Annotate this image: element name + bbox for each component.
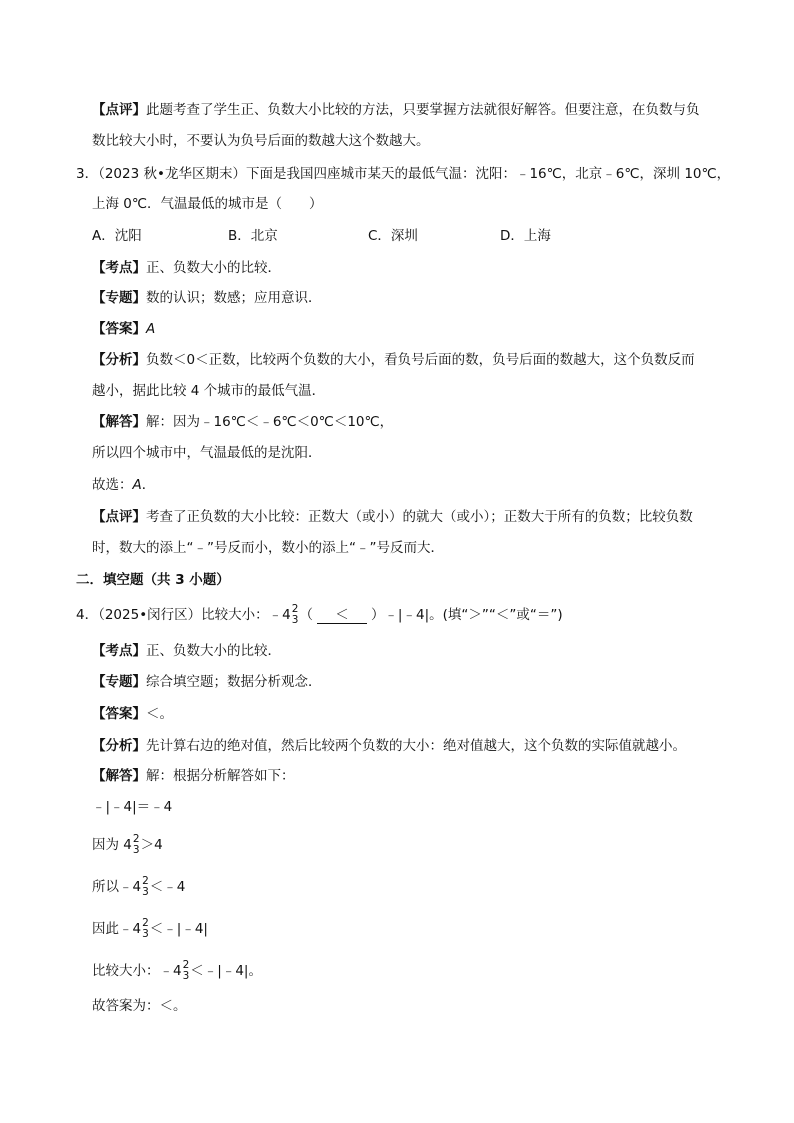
comment-tag: 【点评】 bbox=[92, 102, 146, 118]
q3-comment-line-2: 时，数大的添上“﹣”号反而小，数小的添上“﹣”号反而大． bbox=[92, 540, 444, 556]
fraction: 2 3 bbox=[142, 875, 149, 898]
q4-answer-line bbox=[92, 704, 173, 724]
q3-answer-text: A bbox=[146, 321, 156, 337]
solution-tag: 【解答】 bbox=[92, 768, 146, 784]
q3-solution-line-3 bbox=[92, 475, 155, 495]
q3-solution-3-post: ． bbox=[141, 477, 156, 493]
q4-answer-text: ＜。 bbox=[146, 706, 173, 722]
q4-point-line bbox=[92, 641, 281, 661]
q3-point-text: 正、负数大小的比较． bbox=[146, 260, 281, 276]
q4-stem-pre: 4．（2025•闵行区）比较大小：﹣4 bbox=[76, 607, 291, 623]
q3-analysis-text-1: 负数＜0＜正数，比较两个负数的大小，看负号后面的数，负号后面的数越大，这个负数反而 bbox=[146, 352, 695, 368]
answer-tag: 【答案】 bbox=[92, 321, 146, 337]
q3-analysis-line-1 bbox=[92, 350, 695, 370]
q3-point-line bbox=[92, 258, 281, 278]
q4-step-1: ﹣|﹣4|＝﹣4 bbox=[92, 799, 173, 815]
q4-solution-line bbox=[92, 766, 295, 786]
fraction: 2 3 bbox=[182, 959, 190, 982]
q3-topic-text: 数的认识；数感；应用意识． bbox=[146, 290, 322, 306]
q3-solution-line-1 bbox=[92, 412, 393, 432]
q3-stem-line-1: 3．（2023 秋•龙华区期末）下面是我国四座城市某天的最低气温：沈阳：﹣16℃，北京﹣6℃，深圳 10℃， bbox=[76, 166, 731, 182]
fraction: 2 3 bbox=[132, 833, 140, 856]
fraction: 2 3 bbox=[142, 917, 149, 940]
q3-analysis-line-2: 越小，据此比较 4 个城市的最低气温． bbox=[92, 383, 326, 399]
prev-comment-line-1 bbox=[92, 100, 700, 120]
q4-answer-blank: ＜ bbox=[317, 607, 367, 624]
q3-option-b: B．北京 bbox=[228, 228, 278, 244]
topic-tag: 【专题】 bbox=[92, 674, 146, 690]
answer-tag: 【答案】 bbox=[92, 706, 146, 722]
q4-stem-line bbox=[76, 604, 563, 626]
q3-comment-line-1 bbox=[92, 507, 693, 527]
q4-step-4: 因此﹣4 2 3 ＜﹣|﹣4| bbox=[92, 917, 208, 940]
prev-comment-line-2: 数比较大小时，不要认为负号后面的数越大这个数越大。 bbox=[92, 133, 430, 149]
q3-option-a: A．沈阳 bbox=[92, 228, 142, 244]
comment-tag: 【点评】 bbox=[92, 509, 146, 525]
q4-point-text: 正、负数大小的比较． bbox=[146, 643, 281, 659]
q3-option-c: C．深圳 bbox=[368, 228, 418, 244]
q3-answer-line bbox=[92, 319, 155, 339]
solution-tag: 【解答】 bbox=[92, 414, 146, 430]
q4-analysis-text: 先计算右边的绝对值，然后比较两个负数的大小：绝对值越大，这个负数的实际值就越小。 bbox=[146, 738, 686, 754]
q4-final-answer: 故答案为：＜。 bbox=[92, 998, 187, 1014]
q4-stem-post: ）﹣|﹣4|。(填“＞”“＜”或“＝”) bbox=[370, 607, 563, 623]
q3-solution-3-ans: A bbox=[132, 477, 142, 493]
q3-solution-text-1: 解：因为﹣16℃＜﹣6℃＜0℃＜10℃， bbox=[146, 414, 394, 430]
q3-stem-line-2: 上海 0℃．气温最低的城市是（ ） bbox=[92, 196, 323, 212]
q4-step-5: 比较大小：﹣4 2 3 ＜﹣|﹣4|。 bbox=[92, 959, 262, 982]
q4-analysis-line bbox=[92, 736, 686, 756]
q4-topic-line bbox=[92, 672, 322, 692]
q3-solution-line-2: 所以四个城市中，气温最低的是沈阳． bbox=[92, 445, 322, 461]
q4-solution-text: 解：根据分析解答如下： bbox=[146, 768, 295, 784]
q4-paren-open: （ bbox=[299, 607, 313, 623]
q4-step-3: 所以﹣4 2 3 ＜﹣4 bbox=[92, 875, 186, 898]
topic-tag: 【专题】 bbox=[92, 290, 146, 306]
analysis-tag: 【分析】 bbox=[92, 352, 146, 368]
q3-option-d: D．上海 bbox=[500, 228, 551, 244]
q4-topic-text: 综合填空题；数据分析观念． bbox=[146, 674, 322, 690]
point-tag: 【考点】 bbox=[92, 643, 146, 659]
prev-comment-text-1: 此题考查了学生正、负数大小比较的方法，只要掌握方法就很好解答。但要注意，在负数与负 bbox=[146, 102, 700, 118]
q3-comment-text-1: 考查了正负数的大小比较：正数大（或小）的就大（或小）；正数大于所有的负数；比较负数 bbox=[146, 509, 693, 525]
q3-topic-line bbox=[92, 288, 322, 308]
q4-stem-fraction: 2 3 bbox=[291, 603, 299, 626]
point-tag: 【考点】 bbox=[92, 260, 146, 276]
q4-step-2: 因为 4 2 3 ＞4 bbox=[92, 833, 163, 856]
analysis-tag: 【分析】 bbox=[92, 738, 146, 754]
section-heading: 二．填空题（共 3 小题） bbox=[76, 572, 230, 588]
q3-solution-3-pre: 故选： bbox=[92, 477, 133, 493]
